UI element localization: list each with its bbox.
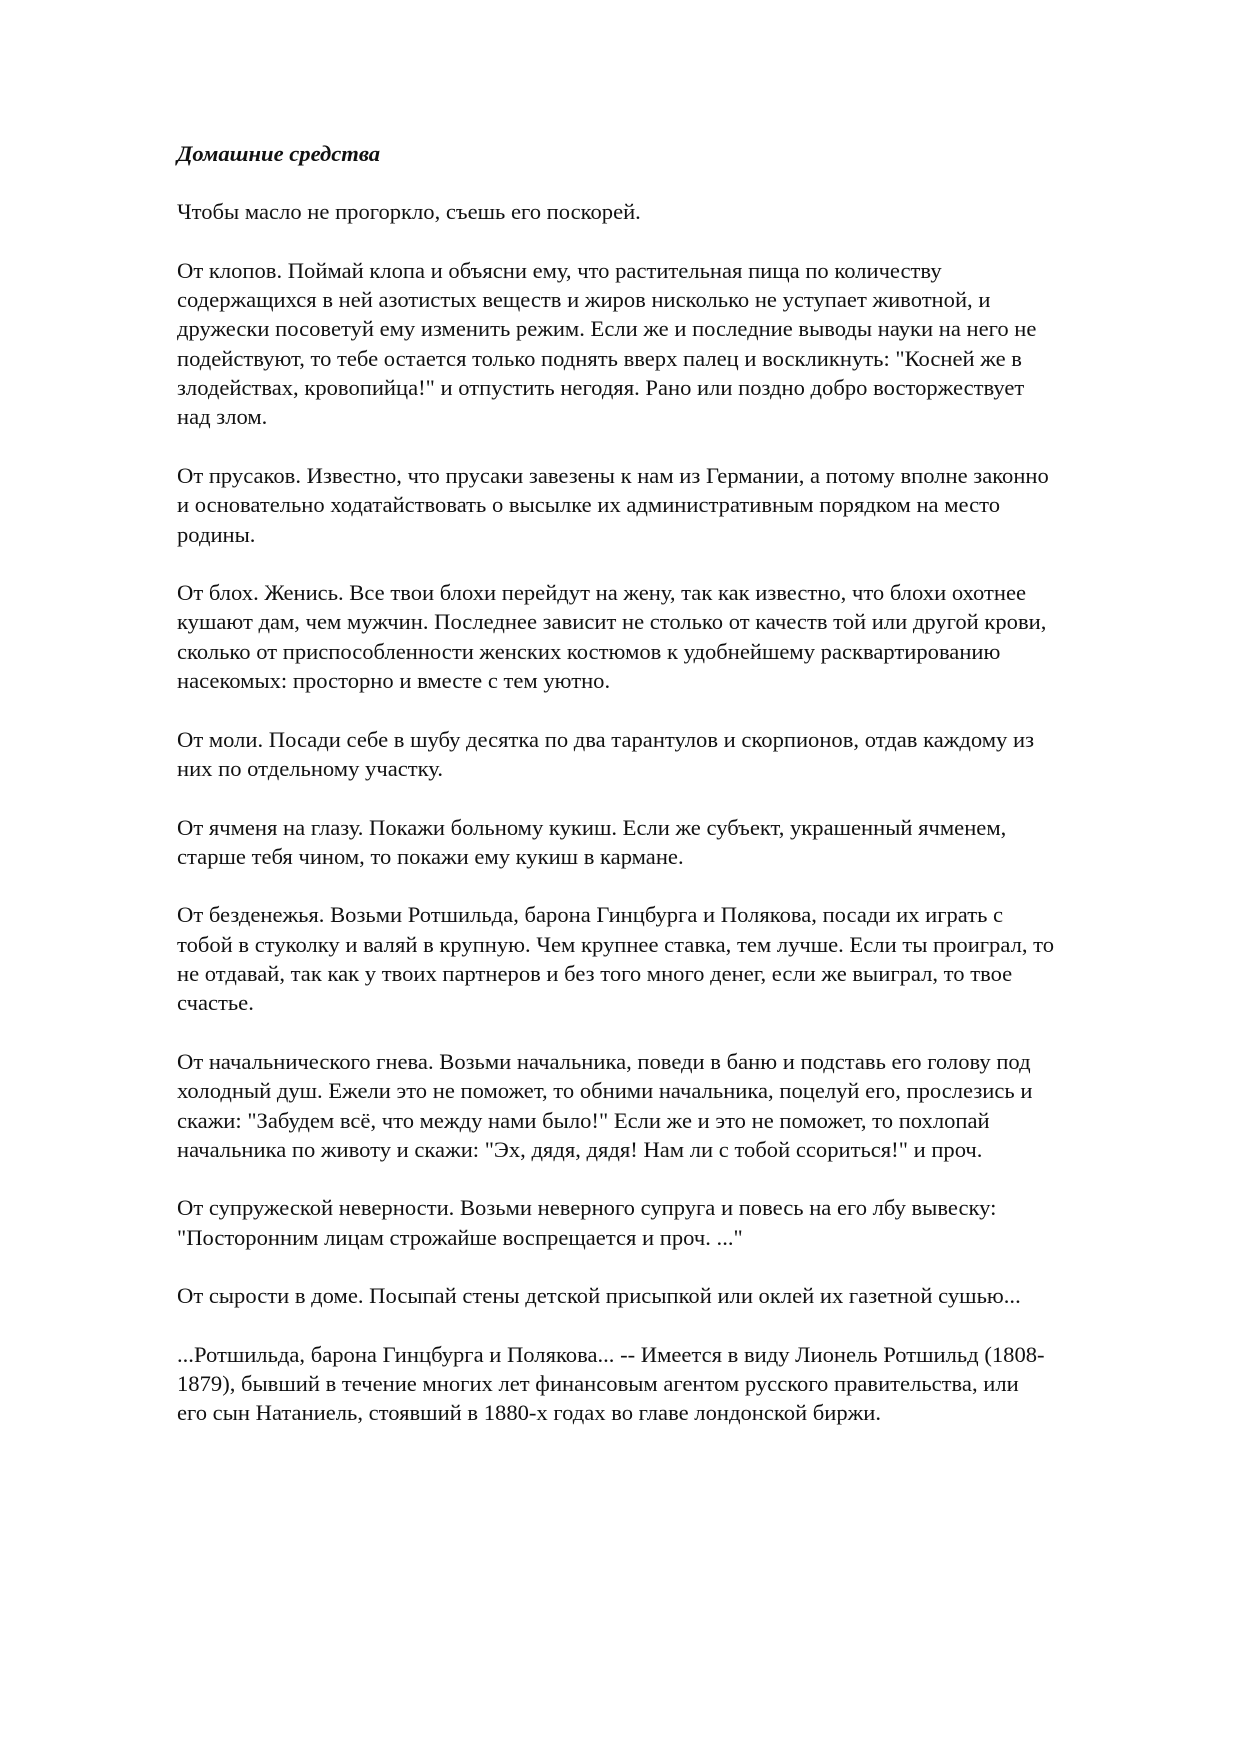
paragraph — [177, 813, 1167, 872]
text-line: От блох. Женись. Все твои блохи перейдут на жену, так как известно, что блохи охотнее — [177, 580, 1027, 606]
text-line: содержащихся в ней азотистых веществ и жиров нисколько не уступает животной, и — [177, 287, 991, 313]
text-line: родины. — [177, 521, 256, 547]
text-line: От супружеской неверности. Возьми неверного супруга и повесь на его лбу вывеску: — [177, 1195, 997, 1221]
text-line: счастье. — [177, 990, 254, 1016]
text-line: начальника по животу и скажи: "Эх, дядя, дядя! Нам ли с тобой ссориться!" и проч. — [177, 1136, 983, 1162]
paragraph — [177, 1340, 1167, 1428]
text-line: От ячменя на глазу. Покажи больному кукиш. Если же субъект, украшенный ячменем, — [177, 814, 1007, 840]
text-line: сколько от приспособленности женских костюмов к удобнейшему расквартированию — [177, 638, 1001, 664]
text-line: и основательно ходатайствовать о высылке их административным порядком на место — [177, 492, 1001, 518]
text-line: злодействах, кровопийца!" и отпустить негодяя. Рано или поздно добро восторжествует — [177, 375, 1025, 401]
text-line: От моли. Посади себе в шубу десятка по два тарантулов и скорпионов, отдав каждому из — [177, 726, 1035, 752]
paragraph — [177, 1047, 1167, 1164]
text-line: ...Ротшильда, барона Гинцбурга и Полякова... -- Имеется в виду Лионель Ротшильд (1808- — [177, 1341, 1045, 1367]
paragraph — [177, 461, 1167, 549]
text-line: старше тебя чином, то покажи ему кукиш в кармане. — [177, 843, 684, 869]
text-line: "Посторонним лицам строжайше воспрещается и проч. ..." — [177, 1224, 743, 1250]
text-line: кушают дам, чем мужчин. Последнее зависит не столько от качеств той или другой крови, — [177, 609, 1047, 635]
text-line: тобой в стуколку и валяй в крупную. Чем крупнее ставка, тем лучше. Если ты проиграл, то — [177, 931, 1055, 957]
paragraph — [177, 256, 1167, 432]
text-line: От клопов. Поймай клопа и объясни ему, что растительная пища по количеству — [177, 257, 942, 283]
text-line: скажи: "Забудем всё, что между нами было!" Если же и это не поможет, то похлопай — [177, 1107, 990, 1133]
paragraph — [177, 578, 1167, 695]
text-line: насекомых: просторно и вместе с тем уютно. — [177, 668, 611, 694]
document-body — [177, 139, 1167, 1457]
text-line: От безденежья. Возьми Ротшильда, барона Гинцбурга и Полякова, посади их играть с — [177, 902, 1004, 928]
text-line: его сын Натаниель, стоявший в 1880-х годах во главе лондонской биржи. — [177, 1400, 881, 1426]
paragraph — [177, 900, 1167, 1017]
text-line: не отдавай, так как у твоих партнеров и без того много денег, если же выиграл, то твое — [177, 961, 1013, 987]
paragraph — [177, 725, 1167, 784]
text-line: 1879), бывший в течение многих лет финансовым агентом русского правительства, или — [177, 1371, 1019, 1397]
text-line: над злом. — [177, 404, 268, 430]
text-line: От сырости в доме. Посыпай стены детской присыпкой или оклей их газетной сушью... — [177, 1283, 1021, 1309]
paragraph — [177, 1193, 1167, 1252]
text-line: Чтобы масло не прогоркло, съешь его поскорей. — [177, 199, 641, 225]
text-line: них по отдельному участку. — [177, 755, 443, 781]
text-line: подействуют, то тебе остается только поднять вверх палец и воскликнуть: "Косней же в — [177, 345, 1022, 371]
paragraph — [177, 1281, 1167, 1310]
text-line: холодный душ. Ежели это не поможет, то обними начальника, поцелуй его, прослезись и — [177, 1078, 1033, 1104]
text-line: дружески посоветуй ему изменить режим. Если же и последние выводы науки на него не — [177, 316, 1037, 342]
document-title: Домашние средства — [177, 141, 381, 166]
text-line: От прусаков. Известно, что прусаки завезены к нам из Германии, а потому вполне законно — [177, 462, 1049, 488]
paragraph — [177, 197, 1167, 226]
text-line: От начальнического гнева. Возьми начальника, поведи в баню и подставь его голову под — [177, 1048, 1031, 1074]
paragraph-list — [177, 197, 1167, 1427]
